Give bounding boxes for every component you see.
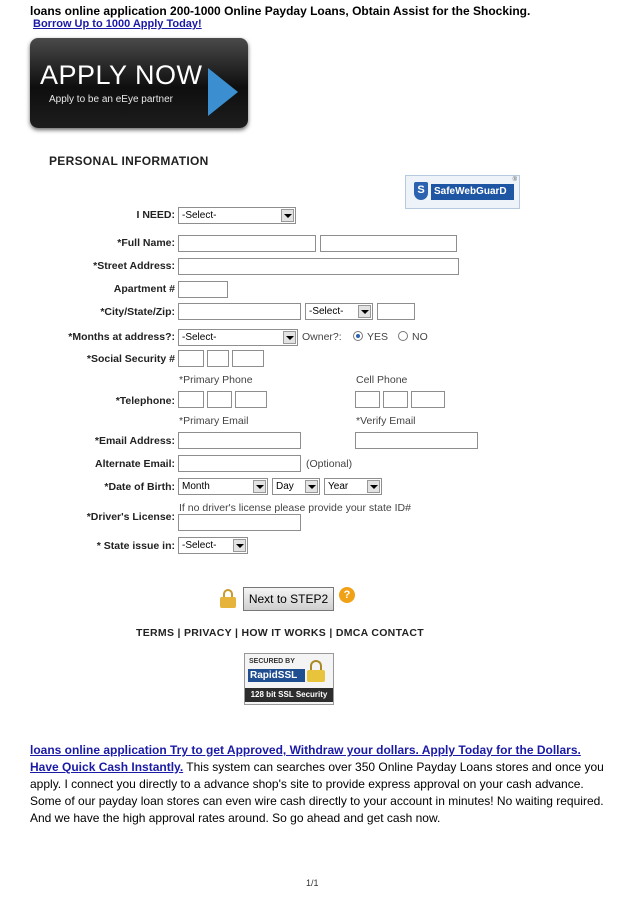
ssn-part3-input[interactable] [232, 350, 264, 367]
page-number: 1/1 [306, 878, 319, 888]
owner-no-radio[interactable] [398, 331, 408, 341]
state-issue-value: -Select- [182, 540, 217, 551]
months-value: -Select- [182, 332, 217, 343]
lock-icon [220, 589, 236, 607]
ssn-part2-input[interactable] [207, 350, 229, 367]
state-select[interactable] [305, 303, 373, 320]
owner-no-label: NO [412, 331, 428, 343]
help-icon[interactable]: ? [339, 587, 355, 603]
primary-email-hint: *Primary Email [179, 415, 249, 427]
footer-links: TERMS | PRIVACY | HOW IT WORKS | DMCA CONTACT [136, 627, 424, 639]
dropdown-arrow-icon [283, 331, 296, 344]
i-need-label: I NEED: [136, 209, 175, 221]
state-value: -Select- [309, 306, 344, 317]
phone-line-input[interactable] [235, 391, 267, 408]
owner-yes-label: YES [367, 331, 389, 343]
city-input[interactable] [178, 303, 301, 320]
i-need-select[interactable] [178, 207, 296, 224]
privacy-link[interactable]: PRIVACY [183, 627, 232, 639]
first-name-input[interactable] [178, 235, 316, 252]
apply-now-headline: APPLY NOW [40, 60, 203, 90]
apply-now-banner[interactable] [30, 38, 248, 128]
dob-label: *Date of Birth: [104, 481, 175, 493]
owner-yes-radio[interactable] [353, 331, 363, 341]
ssn-label: *Social Security # [86, 353, 175, 365]
verify-email-hint: *Verify Email [356, 415, 416, 427]
ssl-strength-text: 128 bit SSL Security [245, 688, 333, 702]
state-issue-label: * State issue in: [96, 540, 175, 552]
months-label: *Months at address?: [68, 331, 175, 343]
safewebguard-text: SafeWebGuarD [431, 184, 514, 200]
padlock-icon [307, 660, 325, 682]
dropdown-arrow-icon [281, 209, 294, 222]
owner-label: Owner?: [302, 331, 342, 343]
borrow-link[interactable]: Borrow Up to 1000 Apply Today! [33, 18, 202, 30]
full-name-label: *Full Name: [117, 237, 175, 249]
email-input[interactable] [178, 432, 301, 449]
license-label: *Driver's License: [86, 511, 175, 523]
dmca-contact-link[interactable]: DMCA CONTACT [335, 627, 424, 639]
optional-hint: (Optional) [306, 458, 353, 470]
terms-link[interactable]: TERMS [136, 627, 175, 639]
ssn-part1-input[interactable] [178, 350, 204, 367]
apply-now-subtext: Apply to be an eEye partner [49, 94, 173, 105]
dob-month-select[interactable] [178, 478, 268, 495]
dob-year-select[interactable] [324, 478, 382, 495]
cell-area-input[interactable] [355, 391, 380, 408]
phone-area-input[interactable] [178, 391, 204, 408]
secured-by-text: SECURED BY [249, 658, 295, 665]
i-need-value: -Select- [182, 210, 217, 221]
dropdown-arrow-icon [367, 480, 380, 493]
how-it-works-link[interactable]: HOW IT WORKS [241, 627, 327, 639]
months-select[interactable] [178, 329, 298, 346]
body-paragraph [30, 742, 610, 827]
application-link[interactable]: loans online application Try to get Approved, Withdraw your dollars. Apply Today for the Dollars. [30, 743, 581, 757]
rapidssl-text: RapidSSL [248, 669, 305, 682]
verify-email-input[interactable] [355, 432, 478, 449]
email-label: *Email Address: [94, 435, 175, 447]
zip-input[interactable] [377, 303, 415, 320]
dropdown-arrow-icon [253, 480, 266, 493]
registered-mark: ® [512, 177, 517, 183]
license-input[interactable] [178, 514, 301, 531]
safewebguard-badge [405, 175, 520, 209]
city-state-zip-label: *City/State/Zip: [100, 306, 175, 318]
alt-email-label: Alternate Email: [95, 458, 175, 470]
alt-email-input[interactable] [178, 455, 301, 472]
cell-prefix-input[interactable] [383, 391, 408, 408]
cell-phone-hint: Cell Phone [356, 374, 408, 386]
telephone-label: *Telephone: [115, 395, 175, 407]
dob-month-value: Month [182, 481, 210, 492]
rapidssl-badge [244, 653, 334, 705]
dropdown-arrow-icon [358, 305, 371, 318]
dob-day-value: Day [276, 481, 294, 492]
primary-phone-hint: *Primary Phone [179, 374, 253, 386]
street-label: *Street Address: [93, 260, 175, 272]
phone-prefix-input[interactable] [207, 391, 232, 408]
dropdown-arrow-icon [233, 539, 246, 552]
street-input[interactable] [178, 258, 459, 275]
dob-day-select[interactable] [272, 478, 320, 495]
last-name-input[interactable] [320, 235, 457, 252]
quick-cash-link[interactable]: Have Quick Cash Instantly. [30, 760, 184, 774]
body-text: This system can searches over 350 Online Payday Loans stores and once you apply. I connect you directly to a advance shop's site to provide express approval on your cash advance. Some of our payday loan stores can even wire cash directly to your account in minutes! No waiting required. And we have the high approval rates around. So go ahead and get cash now. [30, 760, 604, 825]
page-title: loans online application 200-1000 Online Payday Loans, Obtain Assist for the Shocking. [30, 4, 531, 18]
arrow-right-icon [208, 68, 238, 116]
cell-line-input[interactable] [411, 391, 445, 408]
dropdown-arrow-icon [305, 480, 318, 493]
dob-year-value: Year [328, 481, 349, 492]
apartment-input[interactable] [178, 281, 228, 298]
next-step-button[interactable]: Next to STEP2 [243, 587, 334, 611]
apartment-label: Apartment # [113, 283, 175, 295]
shield-icon: S [414, 182, 428, 200]
license-hint: If no driver's license please provide your state ID# [179, 502, 411, 514]
section-title: PERSONAL INFORMATION [49, 154, 209, 168]
state-issue-select[interactable] [178, 537, 248, 554]
